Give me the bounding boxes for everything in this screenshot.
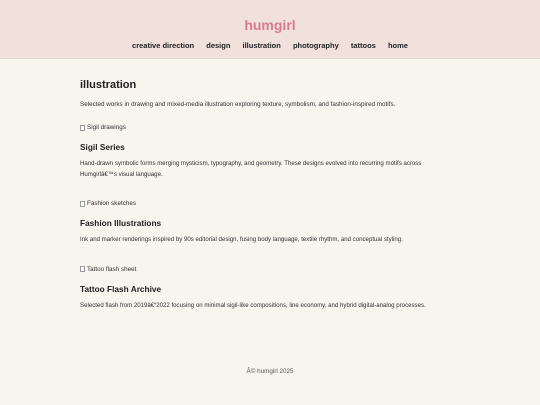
- work-title: Tattoo Flash Archive: [80, 283, 162, 294]
- nav-link-tattoos[interactable]: tattoos: [350, 41, 376, 50]
- nav-link-home[interactable]: home: [387, 41, 408, 50]
- work-title: Fashion Illustrations: [80, 218, 162, 228]
- work-image-alt: Tattoo flash sheet: [87, 265, 137, 273]
- work-image: [80, 265, 460, 274]
- nav-link-design[interactable]: design: [206, 41, 231, 50]
- broken-image-icon: [80, 266, 85, 272]
- work-item: [80, 123, 460, 180]
- main-nav: [0, 41, 540, 51]
- work-image: [80, 123, 460, 132]
- page-title: illustration: [80, 79, 137, 91]
- nav-link-illustration[interactable]: illustration: [242, 41, 281, 50]
- work-image-alt: Sigil drawings: [87, 124, 126, 131]
- page-intro: Selected works in drawing and mixed-media illustration exploring texture, symbolism, and fashion-inspired motifs.: [80, 101, 396, 108]
- work-description: Hand-drawn symbolic forms merging mysticism, typography, and geometry. These designs evolved into recurring motifs across Humgirlâ€™s visual language.: [80, 160, 422, 178]
- work-title: Sigil Series: [80, 142, 125, 152]
- broken-image-icon: [80, 125, 85, 131]
- work-item: [80, 265, 460, 312]
- broken-image-icon: [80, 201, 85, 207]
- nav-link-photography[interactable]: photography: [292, 41, 339, 50]
- main-content: [80, 78, 460, 311]
- site-header: [0, 0, 540, 59]
- work-item: [80, 199, 460, 246]
- nav-link-creative-direction[interactable]: creative direction: [132, 41, 195, 50]
- site-logo[interactable]: humgirl: [244, 17, 296, 33]
- work-image: [80, 199, 460, 208]
- site-footer: [0, 367, 540, 376]
- work-image-alt: Fashion sketches: [87, 200, 137, 207]
- copyright-text: Â© humgirl 2025: [246, 368, 294, 375]
- work-description: Selected flash from 2019â€“2022 focusing on minimal sigil-like compositions, line economy, and hybrid digital-analog processes.: [80, 301, 426, 309]
- work-description: Ink and marker renderings inspired by 90s editorial design, fusing body language, textile rhythm, and conceptual styling.: [80, 236, 403, 243]
